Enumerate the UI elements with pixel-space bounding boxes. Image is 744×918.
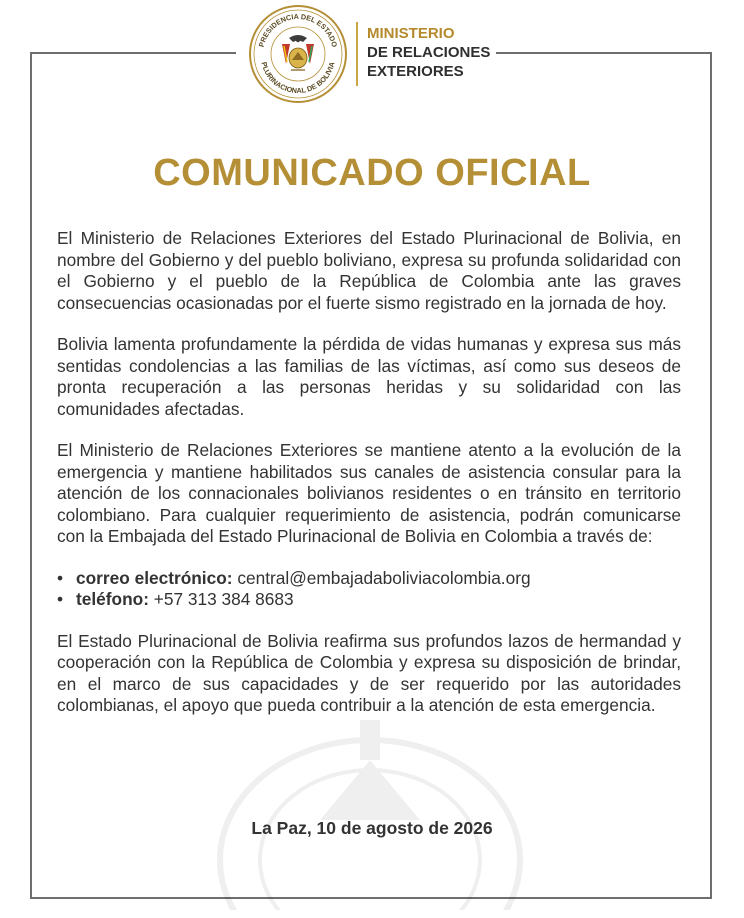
paragraph-condolences: Bolivia lamenta profundamente la pérdida de vidas humanas y expresa sus más sentidas condolencias a las familias de las víctimas, así como sus deseos de pronta recuperación a las personas heridas y su solidaridad con las comunidades afectadas. — [57, 334, 681, 419]
watermark-emblem-icon — [190, 700, 550, 910]
presidency-seal-icon — [248, 4, 348, 104]
page-title: COMUNICADO OFICIAL — [153, 152, 591, 194]
contact-list — [57, 568, 681, 611]
contact-email-value: central@embajadaboliviacolombia.org — [232, 567, 531, 588]
contact-phone-item — [57, 589, 681, 611]
contact-email-label: correo electrónico: — [76, 567, 233, 588]
paragraph-closing: El Estado Plurinacional de Bolivia reafirma sus profundos lazos de hermandad y cooperación con la República de Colombia y expresa su disposición de brindar, en el marco de sus capacidades y de ser requerido por las autoridades colombianas, el apoyo que pueda contribuir a la atención de esta emergencia. — [57, 630, 681, 715]
contact-email-item — [57, 568, 681, 590]
paragraph-assistance: El Ministerio de Relaciones Exteriores se mantiene atento a la evolución de la emergencia y mantiene habilitados sus canales de asistencia consular para la atención de los connacionales bolivianos residentes o en tránsito en territorio colombiano. Para cualquier requerimiento de asistencia, podrán comunicarse con la Embajada del Estado Plurinacional de Bolivia en Colombia a través de: — [57, 440, 681, 546]
seal-top-text: PRESIDENCIA DEL ESTADO — [256, 11, 340, 49]
ministry-line-3: EXTERIORES — [367, 63, 464, 80]
header-divider — [356, 22, 358, 86]
paragraph-solidarity: El Ministerio de Relaciones Exteriores del Estado Plurinacional de Bolivia, en nombre del Gobierno y del pueblo boliviano, expresa su profunda solidaridad con el Gobierno y el pueblo de la República de Colombia ante las graves consecuencias ocasionadas por el fuerte sismo registrado en la jornada de hoy. — [57, 228, 681, 313]
contact-phone-value: +57 313 384 8683 — [148, 589, 294, 609]
ministry-line-1: MINISTERIO — [367, 25, 455, 42]
ministry-line-2: DE RELACIONES — [367, 44, 491, 61]
ministry-name — [367, 24, 490, 81]
date-line: La Paz, 10 de agosto de 2026 — [251, 818, 493, 838]
communique-body — [57, 228, 681, 737]
seal-bottom-text: PLURINACIONAL DE BOLIVIA — [259, 60, 337, 96]
contact-phone-label: teléfono: — [76, 589, 149, 609]
